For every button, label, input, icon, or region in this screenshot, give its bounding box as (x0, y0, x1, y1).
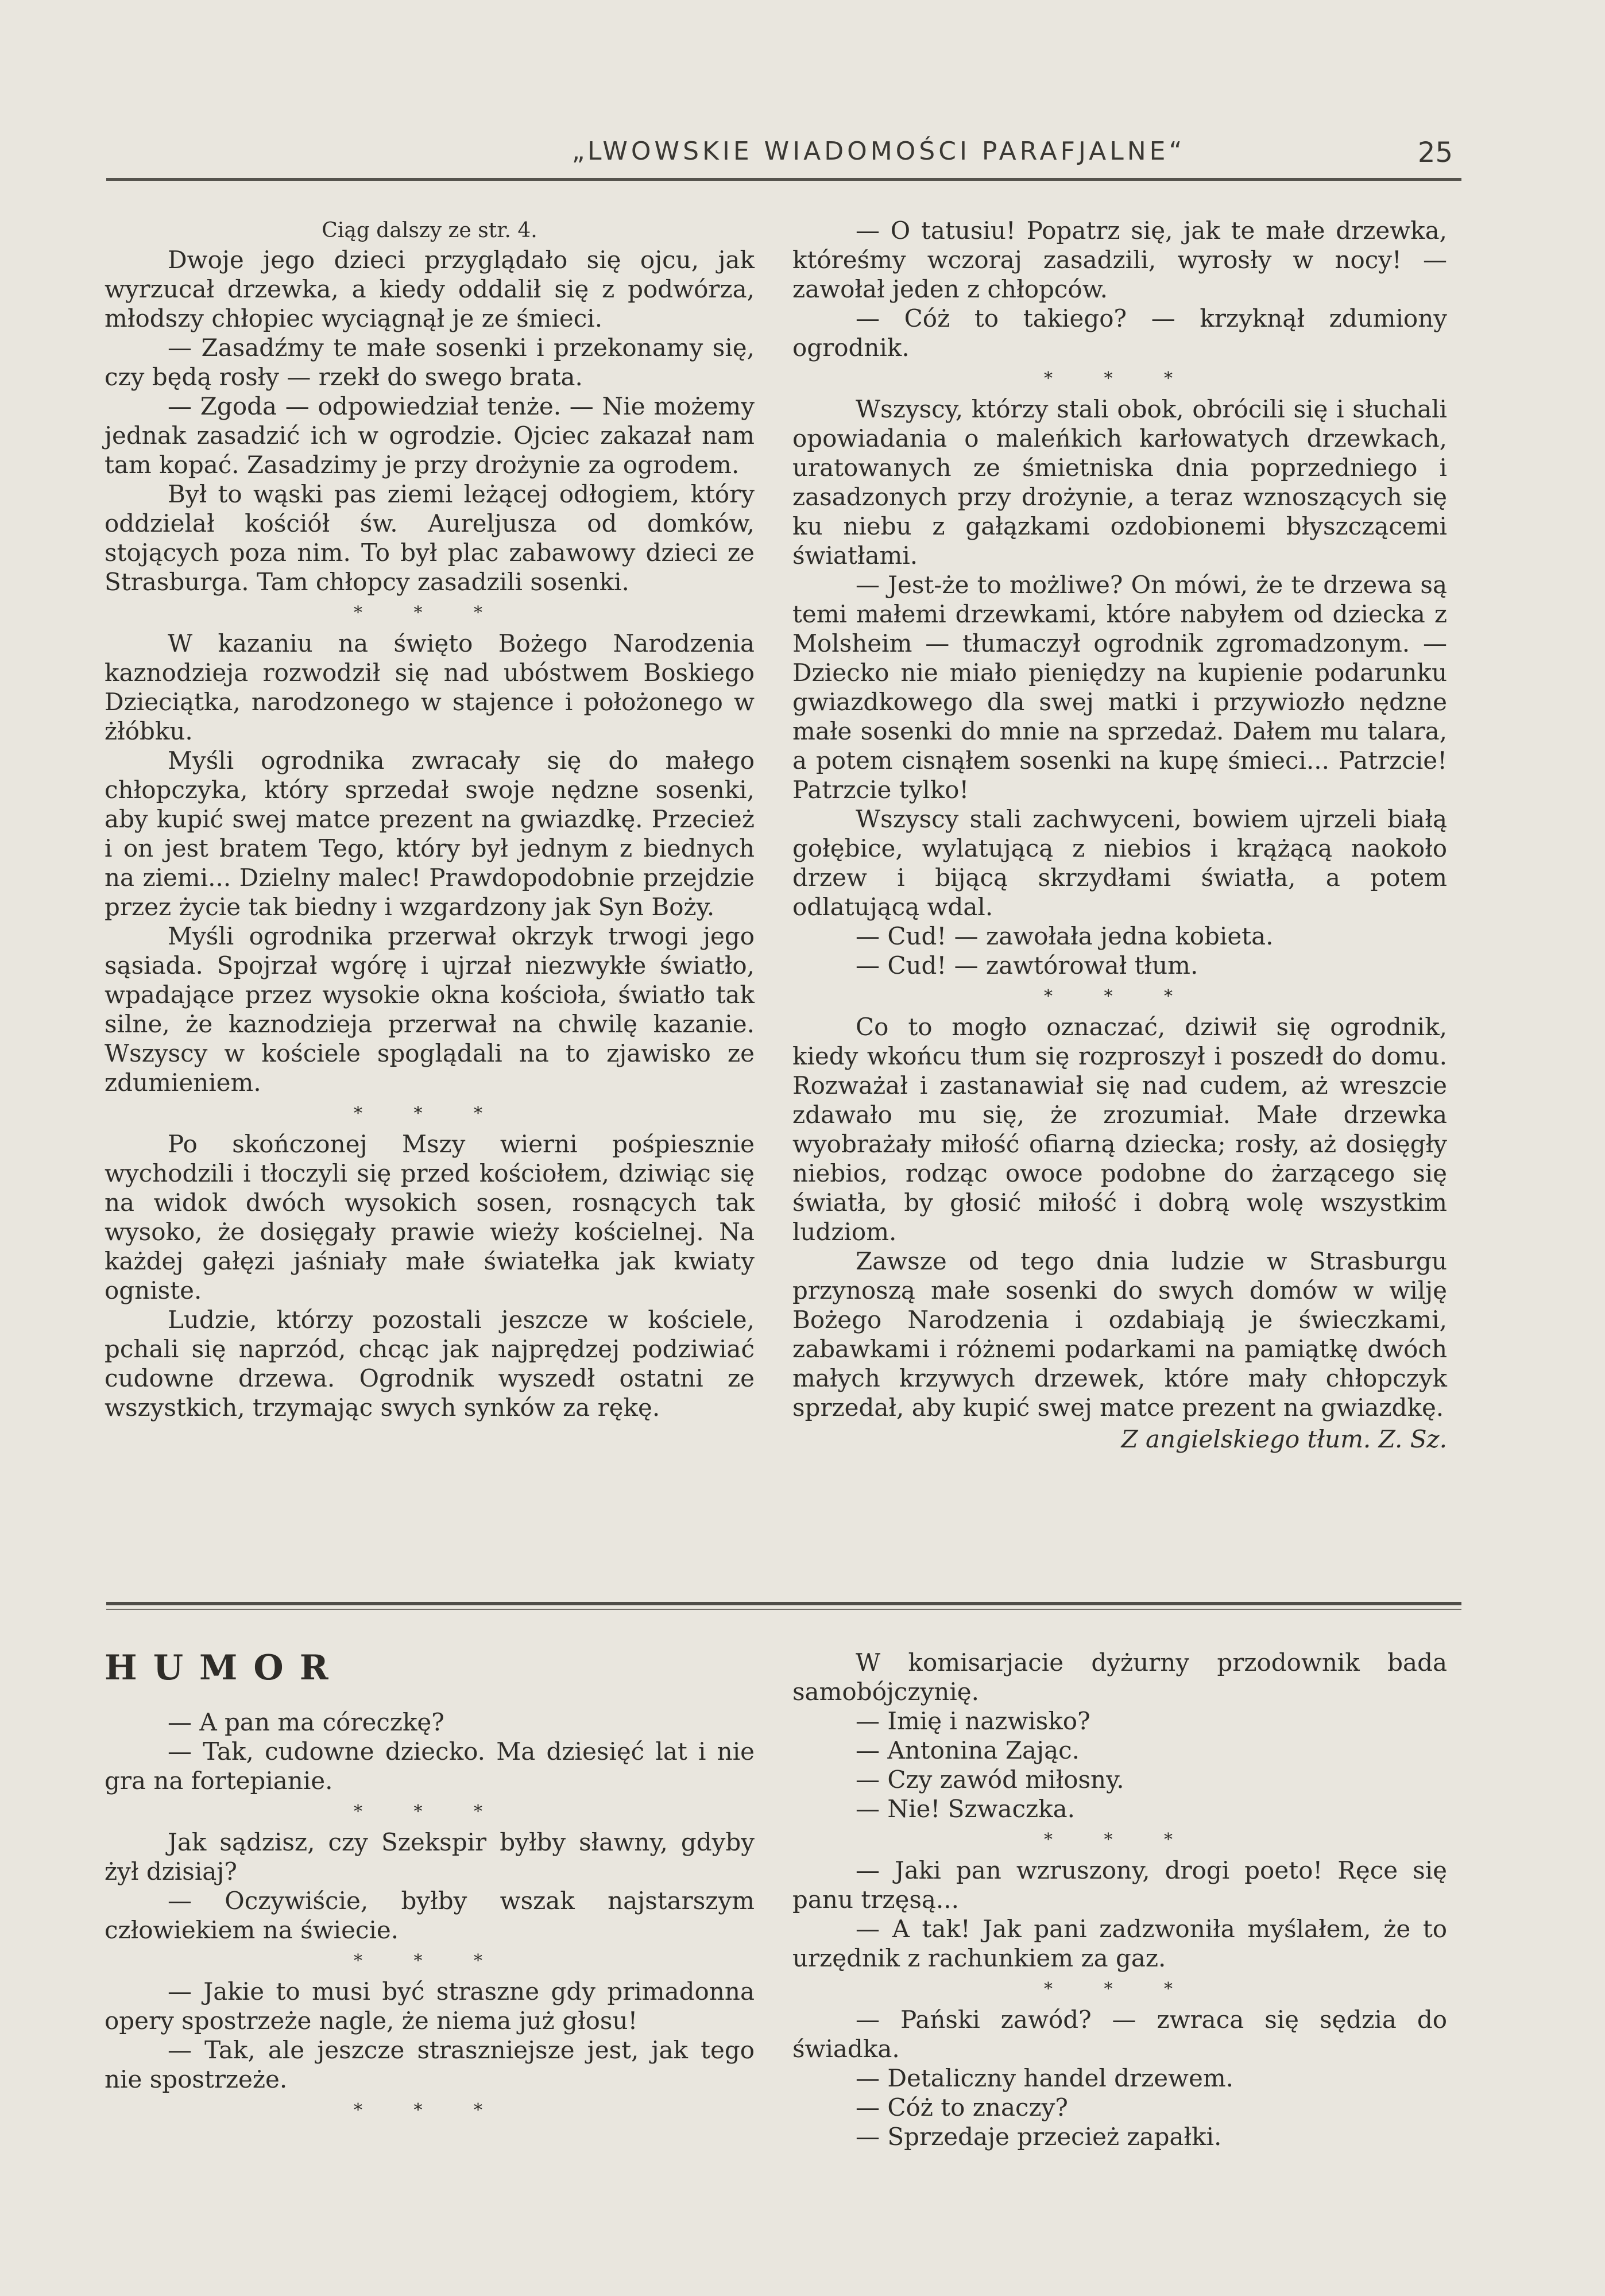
paragraph: — Cud! — zawołała jedna kobieta. (856, 922, 1274, 950)
section-separator-stars: * * * (353, 2100, 506, 2120)
joke-line: — A pan ma córeczkę? (168, 1708, 444, 1736)
paragraph: — Zgoda — odpowiedział tenże. — Nie możemy jednak zasadzić ich w ogrodzie. Ojciec zakazał nam tam kopać. Zasadzimy je przy drożynie za ogrodem. (105, 392, 755, 479)
paragraph: W kazaniu na święto Bożego Narodzenia kaznodzieja rozwodził się nad ubóstwem Boskiego Dzieciątka, narodzonego w stajence i położonego w żłóbku. (105, 629, 755, 745)
section-separator-stars: * * * (1043, 369, 1196, 389)
page-number: 25 (1417, 137, 1453, 169)
paragraph: Dwoje jego dzieci przyglądało się ojcu, jak wyrzucał drzewka, a kiedy oddalił się z podwórza, młodszy chłopiec wyciągnął je ze śmieci. (105, 246, 755, 332)
joke-line: — Pański zawód? — zwraca się sędzia do świadka. (792, 2005, 1447, 2063)
section-separator-stars: * * * (1043, 1979, 1196, 1999)
section-separator-stars: * * * (1043, 986, 1196, 1006)
section-separator-stars: * * * (353, 603, 506, 623)
joke-line: — Tak, ale jeszcze straszniejsze jest, jak tego nie spostrzeże. (105, 2036, 755, 2093)
humor-column-right (792, 1648, 1447, 2151)
humor-section-title: HUMOR (105, 1648, 345, 1688)
paragraph: Myśli ogrodnika przerwał okrzyk trwogi jego sąsiada. Spojrzał wgórę i ujrzał niezwykłe światło, wpadające przez wysokie okna kościoła, światło tak silne, że kaznodzieja przerwał na chwilę kazanie. Wszyscy w kościele spoglądali na to zjawisko ze zdumieniem. (105, 922, 755, 1097)
header-rule (106, 178, 1461, 181)
section-separator-stars: * * * (1043, 1830, 1196, 1850)
paragraph: — O tatusiu! Popatrz się, jak te małe drzewka, któreśmy wczoraj zasadzili, wyrosły w nocy! — zawołał jeden z chłopców. (792, 216, 1447, 303)
joke-line: Jak sądzisz, czy Szekspir byłby sławny, gdyby żył dzisiaj? (105, 1828, 755, 1885)
paragraph: Był to wąski pas ziemi leżącej odłogiem, który oddzielał kościół św. Aureljusza od domków, stojących poza nim. To był plac zabawowy dzieci ze Strasburga. Tam chłopcy zasadzili sosenki. (105, 480, 755, 596)
paragraph: Wszyscy stali zachwyceni, bowiem ujrzeli białą gołębice, wylatującą z niebios i krążącą naokoło drzew i bijącą skrzydłami światła, a potem odlatującą wdal. (792, 805, 1447, 921)
joke-line: — Oczywiście, byłby wszak najstarszym człowiekiem na świecie. (105, 1887, 755, 1944)
joke-line: W komisarjacie dyżurny przodownik bada samobójczynię. (792, 1648, 1447, 1706)
humor-column-left (105, 1648, 755, 2126)
joke-line: — Sprzedaje przecież zapałki. (856, 2123, 1222, 2151)
translator-signature: Z angielskiego tłum. Z. Sz. (1121, 1425, 1447, 1453)
joke-line: — Antonina Zając. (856, 1736, 1080, 1764)
article-column-right (792, 216, 1447, 1454)
joke-line: — A tak! Jak pani zadzwoniła myślałem, że to urzędnik z rachunkiem za gaz. (792, 1915, 1447, 1972)
paragraph: — Jest-że to możliwe? On mówi, że te drzewa są temi małemi drzewkami, które nabyłem od dziecka z Molsheim — tłumaczył ogrodnik zgromadzonym. — Dziecko nie miało pieniędzy na kupienie podarunku gwiazdkowego dla swej matki i przywiozło nędzne małe sosenki do mnie na sprzedaż. Dałem mu talara, a potem cisnąłem sosenki na kupę śmieci... Patrzcie! Patrzcie tylko! (792, 571, 1447, 804)
section-separator-stars: * * * (353, 1951, 506, 1971)
article-column-left (105, 216, 755, 1422)
paragraph: Ludzie, którzy pozostali jeszcze w kościele, pchali się naprzód, chcąc jak najprędzej podziwiać cudowne drzewa. Ogrodnik wyszedł ostatni ze wszystkich, trzymając swych synków za rękę. (105, 1306, 755, 1422)
section-separator-stars: * * * (353, 1802, 506, 1822)
paragraph: — Cud! — zawtórował tłum. (856, 951, 1198, 979)
paragraph: Wszyscy, którzy stali obok, obrócili się i słuchali opowiadania o maleńkich karłowatych drzewkach, uratowanych ze śmietniska dnia poprzedniego i zasadzonych przy drożynie, a teraz wznoszących się ku niebu z gałązkami ozdobionemi błyszczącemi światłami. (792, 395, 1447, 570)
joke-line: — Nie! Szwaczka. (856, 1795, 1075, 1823)
paragraph: — Zasadźmy te małe sosenki i przekonamy się, czy będą rosły — rzekł do swego brata. (105, 334, 755, 391)
joke-line: — Jakie to musi być straszne gdy primadonna opery spostrzeże nagle, że niema już głosu! (105, 1977, 755, 2035)
joke-line: — Tak, cudowne dziecko. Ma dziesięć lat i nie gra na fortepianie. (105, 1737, 755, 1795)
paragraph: Co to mogło oznaczać, dziwił się ogrodnik, kiedy wkońcu tłum się rozproszył i poszedł do domu. Rozważał i zastanawiał się nad cudem, aż wreszcie zdawało mu się, że zrozumiał. Małe drzewka wyobrażały miłość ofiarną dziecka; rosły, aż dosięgły niebios, rodząc owoce podobne do żarzącego się światła, by głosić miłość i dobrą wolę wszystkim ludziom. (792, 1013, 1447, 1246)
joke-line: — Imię i nazwisko? (856, 1707, 1090, 1735)
continuation-note: Ciąg dalszy ze str. 4. (322, 219, 537, 242)
paragraph: Zawsze od tego dnia ludzie w Strasburgu przynoszą małe sosenki do swych domów w wilję Bożego Narodzenia i ozdabiają je świeczkami, zabawkami i różnemi podarkami na pamiątkę dwóch małych krzywych drzewek, które mały chłopczyk sprzedał, aby kupić swej matce prezent na gwiazdkę. (792, 1247, 1447, 1422)
paragraph: Po skończonej Mszy wierni pośpiesznie wychodzili i tłoczyli się przed kościołem, dziwiąc się na widok dwóch wysokich sosen, rosnących tak wysoko, że dosięgały prawie wieży kościelnej. Na każdej gałęzi jaśniały małe światełka jak kwiaty ogniste. (105, 1130, 755, 1304)
joke-line: — Jaki pan wzruszony, drogi poeto! Ręce się panu trzęsą... (792, 1856, 1447, 1914)
joke-line: — Czy zawód miłosny. (856, 1765, 1124, 1794)
section-divider-rule-thin (106, 1609, 1461, 1610)
running-header-title: „LWOWSKIE WIADOMOŚCI PARAFJALNE“ (571, 137, 1186, 166)
section-divider-rule (106, 1602, 1461, 1605)
paragraph: Myśli ogrodnika zwracały się do małego chłopczyka, który sprzedał swoje nędzne sosenki, aby kupić swej matce prezent na gwiazdkę. Przecież i on jest bratem Tego, który był jednym z biednych na ziemi... Dzielny malec! Prawdopodobnie przejdzie przez życie tak biedny i wzgardzony jak Syn Boży. (105, 746, 755, 921)
joke-line: — Cóż to znaczy? (856, 2093, 1068, 2121)
section-separator-stars: * * * (353, 1104, 506, 1124)
joke-line: — Detaliczny handel drzewem. (856, 2064, 1234, 2092)
paragraph: — Cóż to takiego? — krzyknął zdumiony ogrodnik. (792, 304, 1447, 362)
